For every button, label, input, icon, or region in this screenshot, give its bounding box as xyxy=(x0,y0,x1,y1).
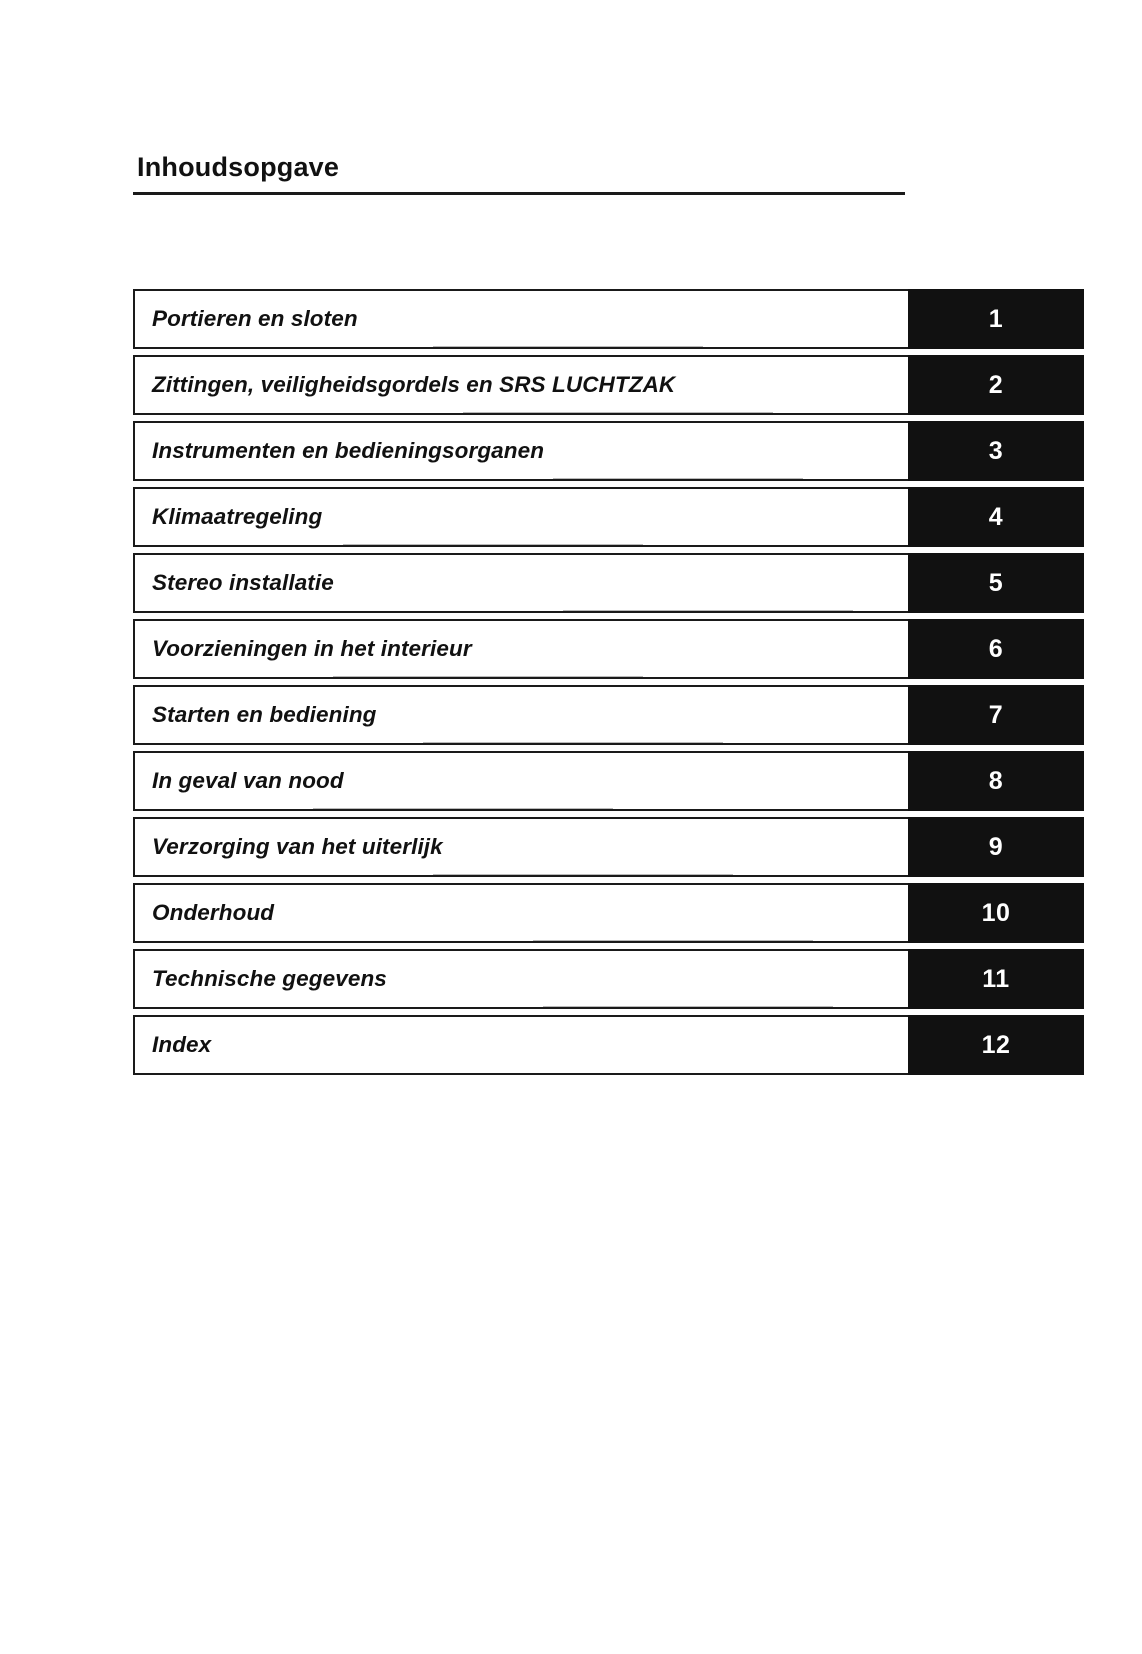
toc-entry-number-cell[interactable] xyxy=(908,883,1084,943)
scan-artifact-line xyxy=(433,874,733,875)
toc-entry-label-cell[interactable] xyxy=(133,748,908,814)
scan-artifact-line xyxy=(533,940,813,941)
toc-entry-label-cell[interactable] xyxy=(133,946,908,1012)
toc-entry-number-cell[interactable] xyxy=(908,487,1084,547)
toc-entry-label: Index xyxy=(152,1032,212,1057)
toc-entry-number-cell[interactable] xyxy=(908,1015,1084,1075)
scan-artifact-line xyxy=(343,544,643,545)
toc-entry-number-cell[interactable] xyxy=(908,421,1084,481)
scan-artifact-line xyxy=(543,1006,833,1007)
toc-entry-number: 2 xyxy=(988,370,1004,399)
toc-entry-label: Klimaatregeling xyxy=(152,504,323,529)
toc-entry[interactable] xyxy=(133,286,1084,352)
toc-entry-number: 1 xyxy=(988,304,1004,333)
toc-entry-number: 12 xyxy=(981,1030,1011,1059)
scan-artifact-line xyxy=(563,610,853,611)
toc-entry[interactable] xyxy=(133,484,1084,550)
title-divider xyxy=(133,192,905,195)
toc-entry-number: 3 xyxy=(988,436,1004,465)
toc-entry[interactable] xyxy=(133,616,1084,682)
toc-entry-label: Starten en bediening xyxy=(152,702,377,727)
toc-entry-label-cell[interactable] xyxy=(133,1012,908,1078)
toc-entry-label-cell[interactable] xyxy=(133,616,908,682)
toc-entry-label-cell[interactable] xyxy=(133,550,908,616)
toc-entry-number: 4 xyxy=(988,502,1004,531)
page-title: Inhoudsopgave xyxy=(137,152,340,182)
toc-entry-label-cell[interactable] xyxy=(133,814,908,880)
toc-entry-label: Stereo installatie xyxy=(152,570,334,595)
toc-entry-label: Onderhoud xyxy=(152,900,275,925)
scan-artifact-line xyxy=(553,478,803,479)
toc-entry-number-cell[interactable] xyxy=(908,289,1084,349)
toc-entry-label: Instrumenten en bedieningsorganen xyxy=(152,438,545,463)
toc-entry-number: 10 xyxy=(981,898,1011,927)
toc-entry[interactable] xyxy=(133,550,1084,616)
toc-entry[interactable] xyxy=(133,748,1084,814)
toc-entry-label-cell[interactable] xyxy=(133,418,908,484)
toc-entry-number-cell[interactable] xyxy=(908,553,1084,613)
scan-artifact-line xyxy=(333,676,643,677)
toc-entry-number: 11 xyxy=(982,964,1010,993)
toc-entry-label-cell[interactable] xyxy=(133,286,908,352)
toc-entry-label: Portieren en sloten xyxy=(152,306,358,331)
toc-entry-number-cell[interactable] xyxy=(908,619,1084,679)
toc-entry-label-cell[interactable] xyxy=(133,352,908,418)
toc-entry[interactable] xyxy=(133,682,1084,748)
table-of-contents xyxy=(133,286,1084,1078)
toc-entry-label-cell[interactable] xyxy=(133,880,908,946)
toc-entry-number-cell[interactable] xyxy=(908,817,1084,877)
scan-artifact-line xyxy=(313,808,613,809)
toc-entry-number-cell[interactable] xyxy=(908,751,1084,811)
toc-entry-label: Technische gegevens xyxy=(152,966,387,991)
scan-artifact-line xyxy=(433,346,703,347)
toc-entry-label: In geval van nood xyxy=(152,768,344,793)
toc-entry-number: 7 xyxy=(988,700,1004,729)
toc-entry[interactable] xyxy=(133,814,1084,880)
toc-entry[interactable] xyxy=(133,1012,1084,1078)
toc-entry-number: 8 xyxy=(988,766,1004,795)
scan-artifact-line xyxy=(423,742,723,743)
toc-entry-border xyxy=(133,1015,908,1075)
toc-entry-number-cell[interactable] xyxy=(908,949,1084,1009)
toc-entry[interactable] xyxy=(133,352,1084,418)
toc-entry-number-cell[interactable] xyxy=(908,685,1084,745)
toc-entry-label: Zittingen, veiligheidsgordels en SRS LUCHTZAK xyxy=(152,372,676,397)
scan-artifact-line xyxy=(463,412,773,413)
toc-entry-number: 6 xyxy=(988,634,1004,663)
toc-entry-number-cell[interactable] xyxy=(908,355,1084,415)
toc-entry[interactable] xyxy=(133,880,1084,946)
toc-entry-number: 5 xyxy=(988,568,1004,597)
toc-entry-number: 9 xyxy=(988,832,1004,861)
toc-entry-label: Verzorging van het uiterlijk xyxy=(152,834,443,859)
toc-entry-label-cell[interactable] xyxy=(133,484,908,550)
toc-entry[interactable] xyxy=(133,946,1084,1012)
toc-entry-label-cell[interactable] xyxy=(133,682,908,748)
toc-entry[interactable] xyxy=(133,418,1084,484)
toc-entry-label: Voorzieningen in het interieur xyxy=(152,636,472,661)
